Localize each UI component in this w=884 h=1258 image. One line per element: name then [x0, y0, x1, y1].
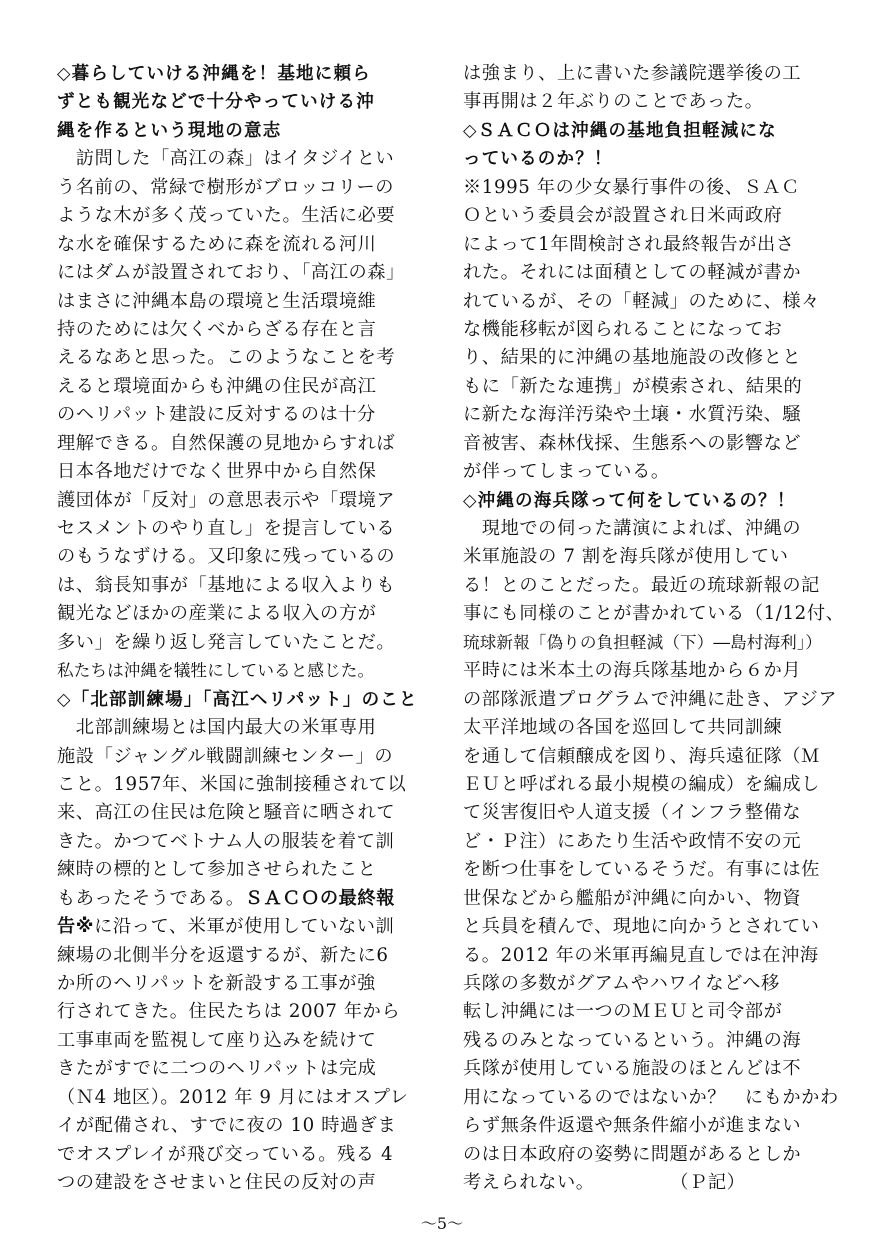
text-line [57, 1055, 439, 1083]
line-text: 施設「ジャングル戦闘訓練センター」の [57, 745, 394, 767]
line-text: っているのか？！ [463, 149, 613, 170]
text-line [463, 458, 843, 486]
section-heading-line [57, 60, 439, 88]
text-line [463, 885, 843, 913]
section-heading-line [57, 117, 439, 145]
text-line [57, 1027, 439, 1055]
line-text: 多い」を繰り返し発言していたことだ。 [57, 631, 396, 653]
text-line [57, 487, 439, 515]
text-line [463, 543, 843, 571]
line-text: 太平洋地域の各国を巡回して共同訓練 [463, 717, 783, 739]
text-line [463, 1112, 843, 1140]
line-text: 転し沖縄には一つのＭＥＵと司令部が [463, 1001, 783, 1023]
text-line [57, 743, 439, 771]
line-text: きた。かつてベトナム人の服装を着て訓 [57, 830, 395, 852]
line-text: 北部訓練場とは国内最大の米軍専用 [57, 717, 377, 739]
text-line [57, 515, 439, 543]
text-line [463, 515, 843, 543]
line-text: ＥＵと呼ばれる最小規模の編成）を編成し [463, 773, 820, 795]
line-text: つの建設をさせまいと住民の反対の声 [57, 1172, 377, 1194]
text-line [463, 686, 843, 714]
text-line [57, 543, 439, 571]
line-text: ずとも観光などで十分やっていける沖 [57, 92, 375, 113]
text-line [463, 316, 843, 344]
text-line [57, 828, 439, 856]
text-line [57, 231, 439, 259]
line-text: ※1995 年の少女暴行事件の後、ＳＡＣ [463, 176, 800, 198]
line-text: イが配備され、すでに夜の 10 時過ぎま [57, 1115, 397, 1137]
line-text: もに「新たな連携」が模索され、結果的 [463, 375, 803, 397]
line-text: り、結果的に沖縄の基地施設の改修とと [463, 347, 802, 369]
line-text: に新たな海洋汚染や土壌・水質汚染、騒 [463, 404, 802, 426]
text-line [57, 629, 439, 657]
text-line [463, 600, 843, 628]
line-text: セスメントのやり直し」を提言している [57, 518, 396, 539]
line-text: のヘリパット建設に反対するのは十分 [57, 404, 376, 426]
line-text: 考えられない。 （Ｐ記） [463, 1172, 746, 1194]
text-line [57, 202, 439, 230]
line-text: 訪問した「高江の森」はイタジイとい [57, 148, 395, 170]
line-text: こと。1957年、米国に強制接種されて以 [57, 773, 407, 795]
text-line [463, 259, 843, 287]
text-line [57, 458, 439, 486]
left-column [57, 60, 439, 1198]
text-line [463, 970, 843, 998]
text-line [463, 430, 843, 458]
text-line [57, 771, 439, 799]
text-line [57, 998, 439, 1026]
line-text: 来、高江の住民は危険と騒音に晒されて [57, 802, 396, 824]
text-line [463, 288, 843, 316]
text-line [57, 970, 439, 998]
text-line [57, 174, 439, 202]
text-line [463, 572, 843, 600]
text-line [463, 344, 843, 372]
line-text: の部隊派遣プログラムで沖縄に赴き、アジア [463, 688, 838, 710]
text-line [463, 1055, 843, 1083]
text-line [463, 231, 843, 259]
line-text: は強まり、上に書いた参議院選挙後の工 [463, 63, 802, 84]
page-number: ～5～ [420, 1214, 464, 1233]
line-text: 私たちは沖縄を犠牲にしていると感じた。 [57, 661, 375, 681]
text-line [57, 913, 439, 941]
line-text: が伴ってしまっている。 [463, 461, 670, 483]
text-line [57, 316, 439, 344]
text-line [57, 657, 439, 685]
text-line [463, 174, 843, 202]
text-line [57, 942, 439, 970]
text-line [57, 856, 439, 884]
text-line [463, 373, 843, 401]
line-text: にはダムが設置されており、「高江の森」 [57, 262, 405, 284]
right-column [463, 60, 843, 1198]
line-text: は、翁長知事が「基地による収入よりも [57, 574, 396, 596]
line-text: らず無条件返還や無条件縮小が進まない [463, 1115, 802, 1137]
text-line [463, 743, 843, 771]
text-line [463, 1141, 843, 1169]
text-line [57, 401, 439, 429]
line-text: か所のヘリパットを新設する工事が強 [57, 973, 376, 994]
text-line [57, 430, 439, 458]
line-text: 縄を作るという現地の意志 [57, 120, 282, 141]
line-text: によって1年間検討され最終報告が出さ [463, 233, 795, 255]
text-line [463, 998, 843, 1026]
line-text: 練時の標的として参加させられたこと [57, 859, 377, 881]
section-heading-line [463, 117, 843, 145]
line-text: る！とのことだった。最近の琉球新報の記 [463, 574, 820, 596]
line-text: れているが、その「軽減」のために、様々 [463, 290, 820, 312]
line-text: を断つ仕事をしているそうだ。有事には佐 [463, 859, 820, 881]
line-text: 兵隊が使用している施設のほとんどは不 [463, 1058, 802, 1080]
text-line [463, 771, 843, 799]
text-line [463, 202, 843, 230]
section-heading-line [463, 487, 843, 515]
line-text: 米軍施設の 7 割を海兵隊が使用してい [463, 546, 789, 568]
text-line [57, 344, 439, 372]
line-text: に沿って、米軍が使用していない訓 [94, 916, 395, 938]
line-text: 残るのみとなっているという。沖縄の海 [463, 1029, 802, 1051]
line-text: ◇暮らしていける沖縄を！基地に頼ら [57, 64, 371, 84]
line-text: 事にも同様のことが書かれている（1/12付、 [463, 603, 845, 625]
text-line [57, 885, 439, 913]
line-text: のもうなずける。又印象に残っているの [57, 546, 396, 568]
line-text: 世保などから艦船が沖縄に向かい、物資 [463, 887, 802, 909]
line-text: 護団体が「反対」の意思表示や「環境ア [57, 489, 396, 511]
line-text: 持のためには欠くべからざる存在と言 [57, 318, 377, 340]
text-line [463, 714, 843, 742]
text-line [57, 288, 439, 316]
line-text: 練場の北側半分を返還するが、新たに6 [57, 944, 389, 966]
line-text: と兵員を積んで、現地に向かうとされてい [463, 916, 820, 938]
line-text: 理解できる。自然保護の見地からすれば [57, 432, 396, 454]
bold-phrase: 告※ [57, 916, 95, 938]
text-line [57, 1084, 439, 1112]
line-text: な水を確保するために森を流れる河川 [57, 233, 377, 255]
text-line [57, 1169, 439, 1197]
line-text: ◇沖縄の海兵隊って何をしているの？！ [463, 490, 796, 511]
text-line [57, 799, 439, 827]
text-line [463, 942, 843, 970]
text-line [57, 373, 439, 401]
text-line [463, 60, 843, 88]
text-line [463, 828, 843, 856]
line-text: 日本各地だけでなく世界中から自然保 [57, 461, 377, 483]
line-text: ◇ＳＡＣＯは沖縄の基地負担軽減にな [463, 120, 777, 141]
line-text: 用になっているのではないか？ にもかかわ [463, 1086, 839, 1108]
text-line [463, 1084, 843, 1112]
line-text: 行されてきた。住民たちは 2007 年から [57, 1001, 401, 1023]
text-line [463, 401, 843, 429]
line-text: る。2012 年の米軍再編見直しでは在沖海 [463, 944, 819, 966]
line-text: えるなあと思った。このようなことを考 [57, 347, 396, 369]
text-line [463, 1027, 843, 1055]
line-text: はまさに沖縄本島の環境と生活環境維 [57, 290, 377, 312]
text-line [57, 145, 439, 173]
line-text: 観光などほかの産業による収入の方が [57, 603, 377, 625]
text-line [57, 1141, 439, 1169]
line-text: て災害復旧や人道支援（インフラ整備な [463, 802, 802, 824]
line-text: えると環境面からも沖縄の住民が高江 [57, 375, 377, 397]
line-text: ような木が多く茂っていた。生活に必要 [57, 205, 396, 227]
bold-phrase: ＳＡＣＯの最終報 [244, 887, 396, 909]
line-text: ◇「北部訓練場」「高江ヘリパット」のこと [57, 689, 418, 710]
text-line [463, 88, 843, 116]
line-text: 工事車両を監視して座り込みを続けて [57, 1029, 377, 1051]
line-text: もあったそうである。 [57, 887, 245, 909]
line-text: ど・Ｐ注）にあたり生活や政情不安の元 [463, 830, 802, 852]
line-text: でオスプレイが飛び交っている。残る 4 [57, 1143, 394, 1165]
line-text: きたがすでに二つのヘリパットは完成 [57, 1058, 377, 1080]
line-text: 音被害、森林伐採、生態系への影響など [463, 432, 802, 454]
line-text: のは日本政府の姿勢に問題があるとしか [463, 1143, 802, 1165]
section-heading-line [57, 686, 439, 714]
line-text: Ｏという委員会が設置され日米両政府 [463, 205, 783, 227]
line-text: 現地での伺った講演によれば、沖縄の [463, 518, 802, 539]
section-heading-line [57, 88, 439, 116]
section-heading-line [463, 145, 843, 173]
line-text: 平時には米本土の海兵隊基地から６か月 [463, 660, 802, 682]
text-line [57, 259, 439, 287]
line-text: 兵隊の多数がグアムやハワイなどへ移 [463, 973, 780, 994]
text-line [57, 600, 439, 628]
line-text: 事再開は２年ぶりのことであった。 [463, 91, 764, 113]
line-text: う名前の、常緑で樹形がブロッコリーの [57, 176, 395, 198]
text-line [463, 1169, 843, 1197]
text-line [57, 572, 439, 600]
text-line [463, 856, 843, 884]
line-text: れた。それには面積としての軽減が書か [463, 262, 802, 284]
text-line [57, 714, 439, 742]
line-text: 琉球新報「偽りの負担軽減（下）―島村海利」） [463, 632, 822, 652]
text-line [463, 629, 843, 657]
text-line [463, 657, 843, 685]
line-text: な機能移転が図られることになってお [463, 318, 783, 340]
text-line [57, 1112, 439, 1140]
text-line [463, 799, 843, 827]
text-line [463, 913, 843, 941]
line-text: を通して信頼醸成を図り、海兵遠征隊（Ｍ [463, 745, 820, 767]
line-text: （Ｎ4 地区）。2012 年 9 月にはオスプレ [57, 1086, 409, 1108]
